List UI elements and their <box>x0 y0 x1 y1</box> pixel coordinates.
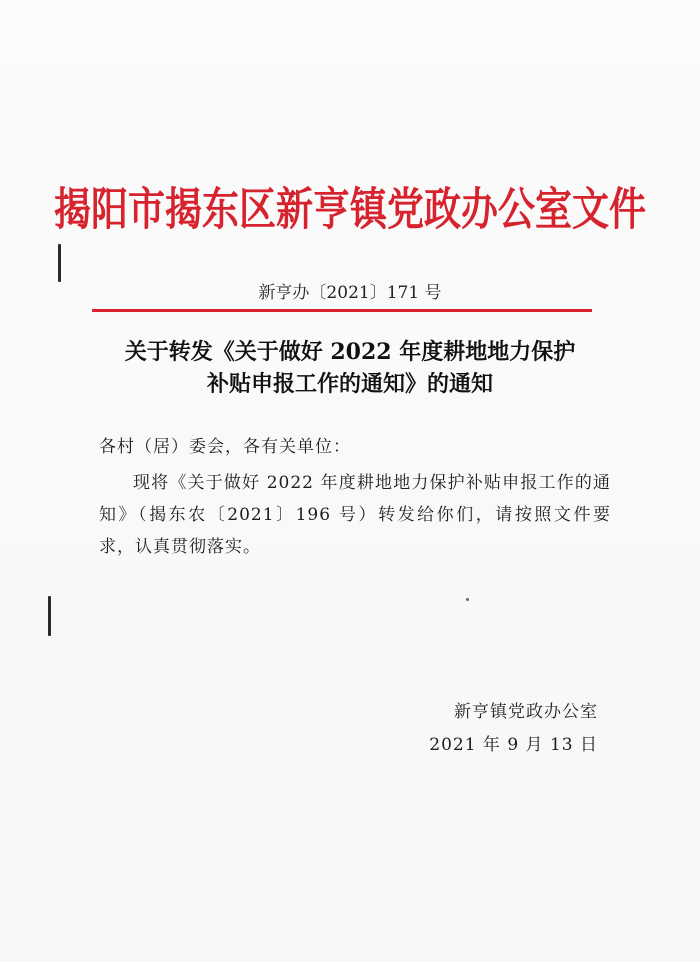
signature-office: 新亨镇党政办公室 <box>454 702 598 722</box>
red-separator-line <box>92 309 592 312</box>
issuer-title: 揭阳市揭东区新亨镇党政办公室文件 <box>54 182 646 236</box>
ink-dot <box>466 598 469 601</box>
addressee: 各村（居）委会，各有关单位： <box>99 437 351 457</box>
document-number: 新亨办〔2021〕171 号 <box>258 283 442 303</box>
notice-title-line2: 补贴申报工作的通知》的通知 <box>206 371 493 397</box>
body-paragraph: 现将《关于做好 2022 年度耕地地力保护补贴申报工作的通知》（揭东农〔2021〕196 号）转发给你们，请按照文件要求，认真贯彻落实。 <box>99 473 611 557</box>
notice-title-line1: 关于转发《关于做好 2022 年度耕地地力保护 <box>124 339 576 365</box>
notice-title <box>0 336 700 400</box>
binding-hole-mark <box>48 596 51 636</box>
binding-hole-mark <box>58 244 61 282</box>
issue-date: 2021 年 9 月 13 日 <box>429 735 598 755</box>
